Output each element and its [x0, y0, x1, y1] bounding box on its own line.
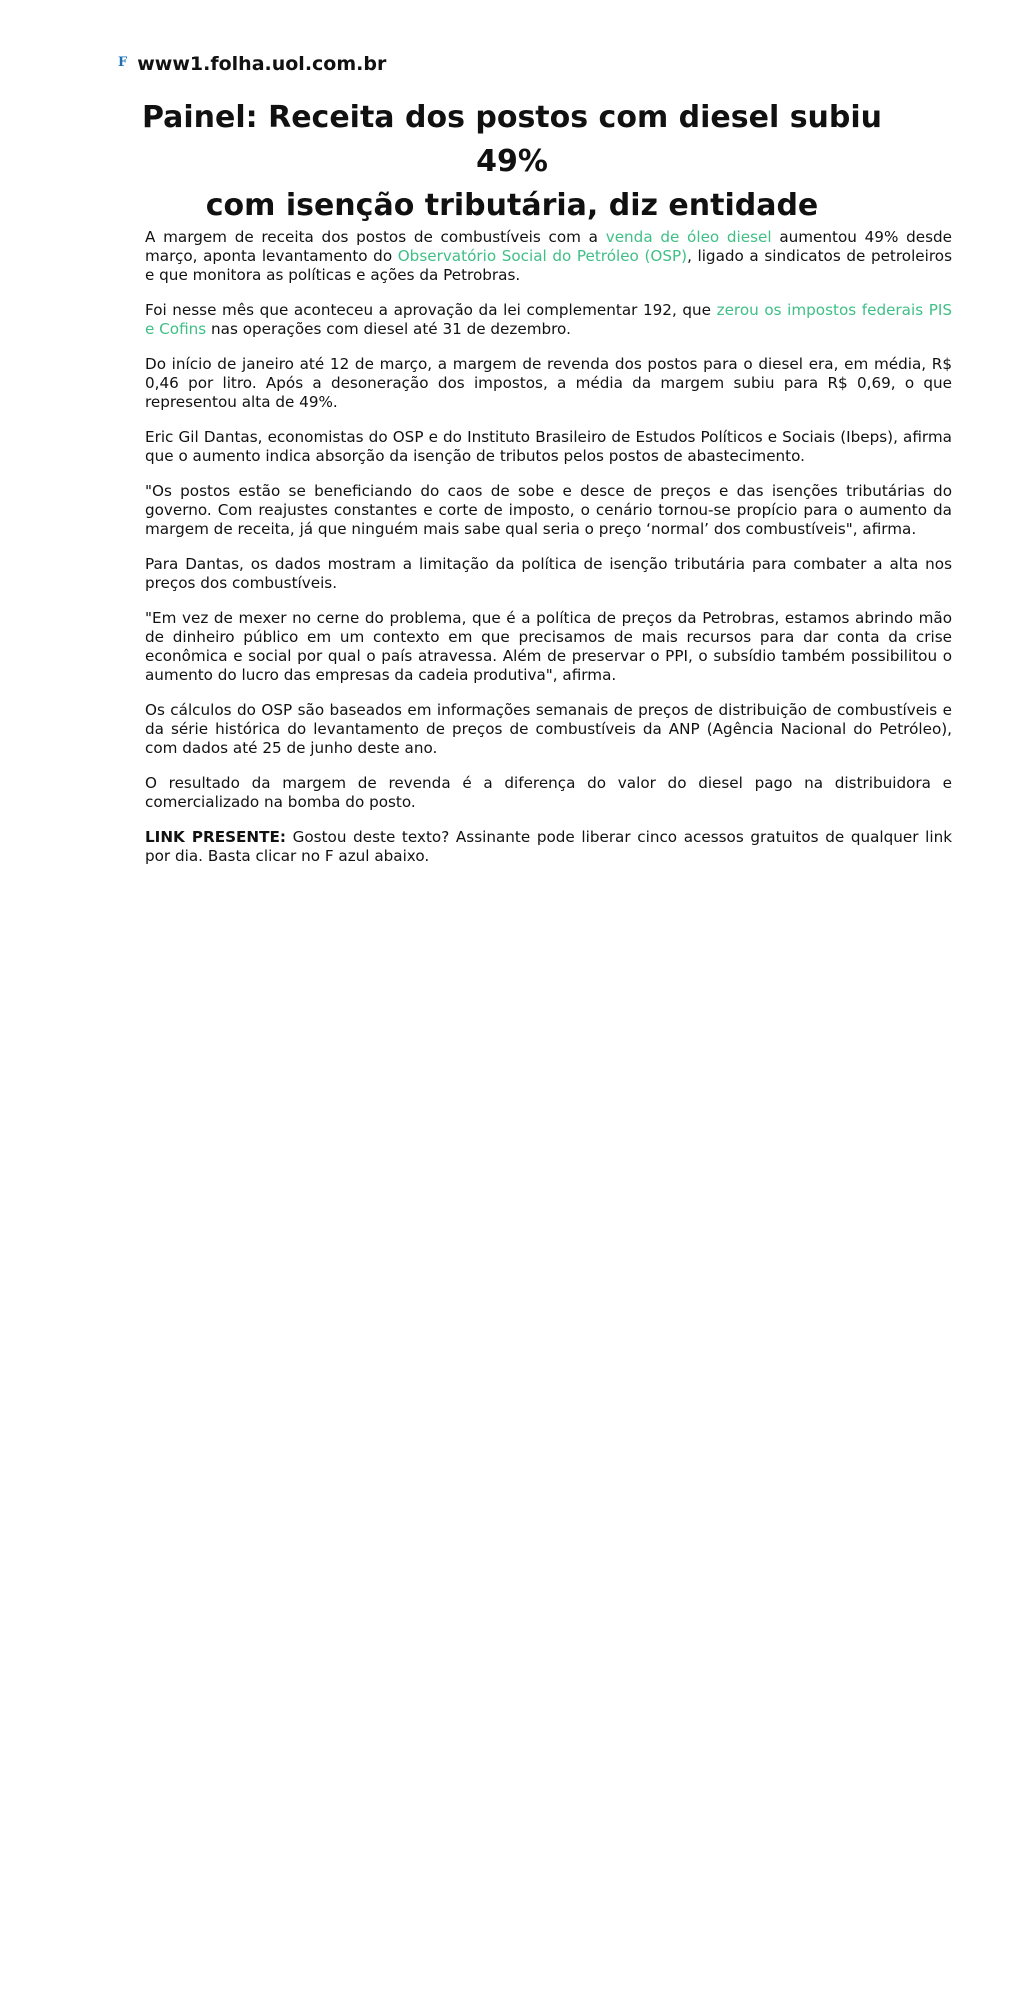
paragraph-4: Eric Gil Dantas, economistas do OSP e do Instituto Brasileiro de Estudos Políticos e Sociais (Ibeps), afirma que o aumento indica absorção da isenção de tributos pelos postos de abastecimento.: [145, 428, 952, 465]
link-presente-label: LINK PRESENTE:: [145, 828, 286, 846]
paragraph-8: Os cálculos do OSP são baseados em informações semanais de preços de distribuição de combustíveis e da série histórica do levantamento de preços de combustíveis da ANP (Agência Nacional do Petróleo), com dados até 25 de junho deste ano.: [145, 701, 952, 757]
link-presente-text: Gostou deste texto? Assinante pode liberar cinco acessos gratuitos de qualquer link por dia. Basta clicar no F azul abaixo.: [145, 828, 952, 865]
paragraph-2-text-a: Foi nesse mês que aconteceu a aprovação da lei complementar 192, que: [145, 301, 717, 319]
link-venda-oleo-diesel[interactable]: venda de óleo diesel: [605, 228, 772, 246]
article-title-line-1: Painel: Receita dos postos com diesel subiu 49%: [141, 100, 883, 179]
paragraph-9: O resultado da margem de revenda é a diferença do valor do diesel pago na distribuidora e comercializado na bomba do posto.: [145, 774, 952, 811]
site-header: [118, 52, 386, 76]
paragraph-2-text-b: nas operações com diesel até 31 de dezembro.: [206, 320, 571, 338]
paragraph-1-text-b: aumentou 49% desde março, aponta levantamento do: [145, 228, 952, 265]
paragraph-7: "Em vez de mexer no cerne do problema, que é a política de preços da Petrobras, estamos abrindo mão de dinheiro público em um contexto em que precisamos de mais recursos para dar conta da crise econômica e social por qual o país atravessa. Além de preservar o PPI, o subsídio também possibilitou o aumento do lucro das empresas da cadeia produtiva", afirma.: [145, 609, 952, 684]
paragraph-5: "Os postos estão se beneficiando do caos de sobe e desce de preços e das isenções tributárias do governo. Com reajustes constantes e corte de imposto, o cenário tornou-se propício para o aumento da margem de receita, já que ninguém mais sabe qual seria o preço ‘normal’ dos combustíveis", afirma.: [145, 482, 952, 538]
paragraph-1: [145, 228, 952, 285]
paragraph-link-presente: [145, 828, 952, 866]
paragraph-6: Para Dantas, os dados mostram a limitação da política de isenção tributária para combater a alta nos preços dos combustíveis.: [145, 555, 952, 592]
article-title: [118, 96, 906, 228]
paragraph-1-text-c: , ligado a sindicatos de petroleiros e que monitora as políticas e ações da Petrobras.: [145, 247, 952, 284]
article-body: [145, 228, 952, 882]
site-domain-link[interactable]: www1.folha.uol.com.br: [137, 53, 387, 75]
link-zerou-impostos-pis-cofins[interactable]: zerou os impostos federais PIS e Cofins: [145, 301, 952, 338]
paragraph-3: Do início de janeiro até 12 de março, a margem de revenda dos postos para o diesel era, em média, R$ 0,46 por litro. Após a desoneração dos impostos, a média da margem subiu para R$ 0,69, o que representou alta de 49%.: [145, 355, 952, 411]
article-title-line-2: com isenção tributária, diz entidade: [205, 188, 819, 223]
folha-logo-icon[interactable]: F: [118, 54, 128, 70]
paragraph-1-text-a: A margem de receita dos postos de combustíveis com a: [145, 228, 606, 246]
link-observatorio-social-petroleo[interactable]: Observatório Social do Petróleo (OSP): [397, 247, 688, 265]
paragraph-2: [145, 301, 952, 339]
